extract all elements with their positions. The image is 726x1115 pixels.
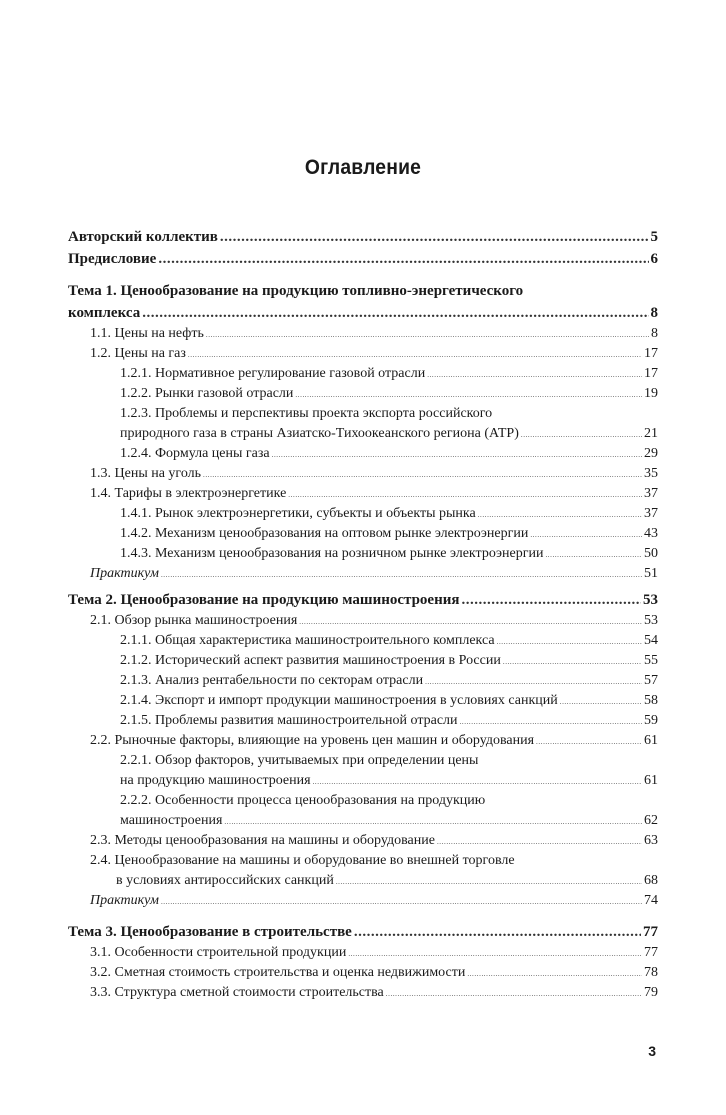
leader-dots (203, 465, 642, 485)
toc-page-number: 35 (644, 466, 658, 481)
toc-entry-label: 2.1.4. Экспорт и импорт продукции машиностроения в условиях санкций (120, 693, 558, 708)
leader-dots (386, 984, 642, 1004)
toc-page-number: 79 (644, 985, 658, 1000)
toc-entry-label: 3.2. Сметная стоимость строительства и оценка недвижимости (90, 965, 466, 980)
leader-dots (161, 565, 642, 585)
toc-title: Оглавление (304, 156, 422, 179)
page-number: 3 (648, 1043, 656, 1059)
toc-entry-label: 2.1.5. Проблемы развития машиностроительной отрасли (120, 713, 458, 728)
toc-entry-label: машиностроения (120, 813, 223, 828)
toc-heading-theme-2[interactable] (68, 589, 658, 611)
toc-heading-theme-1-line[interactable]: Тема 1. Ценообразование на продукцию топливно-энергетического (68, 283, 524, 299)
toc-entry-practicum[interactable] (68, 564, 658, 584)
toc-entry-label: Тема 2. Ценообразование на продукцию машиностроения (68, 592, 460, 608)
toc-entry-label: 2.1.1. Общая характеристика машиностроительного комплекса (120, 633, 495, 648)
toc-entry[interactable] (68, 731, 658, 751)
toc-entry-label: в условиях антироссийских санкций (116, 873, 334, 888)
toc-entry-line[interactable]: 1.2.3. Проблемы и перспективы проекта экспорта российского (120, 406, 493, 421)
toc-page-number: 6 (650, 251, 658, 267)
leader-dots (536, 732, 642, 752)
leader-dots (497, 632, 642, 652)
leader-dots (560, 692, 642, 712)
toc-entry[interactable] (68, 324, 658, 344)
toc-entry[interactable] (68, 424, 658, 444)
leader-dots (478, 505, 642, 525)
toc-entry-label: на продукцию машиностроения (120, 773, 311, 788)
leader-dots (545, 545, 642, 565)
toc-entry-label: 1.1. Цены на нефть (90, 326, 204, 341)
toc-page-number: 57 (644, 673, 658, 688)
toc-entry[interactable] (68, 364, 658, 384)
toc-page-number: 55 (644, 653, 658, 668)
toc-page-number: 43 (644, 526, 658, 541)
toc-entry[interactable] (68, 484, 658, 504)
toc-page-number: 29 (644, 446, 658, 461)
toc-entry-label: Практикум (90, 566, 159, 581)
leader-dots (425, 672, 642, 692)
leader-dots (336, 872, 642, 892)
leader-dots (437, 832, 642, 852)
toc-page-number: 54 (644, 633, 658, 648)
toc-page-number: 21 (644, 426, 658, 441)
leader-dots (158, 248, 648, 270)
leader-dots (299, 612, 642, 632)
toc-entry-label: природного газа в страны Азиатско-Тихоокеанского региона (АТР) (120, 426, 519, 441)
toc-entry-label: 1.2.2. Рынки газовой отрасли (120, 386, 294, 401)
toc-page-number: 17 (644, 366, 658, 381)
toc-entry-label: 1.2. Цены на газ (90, 346, 186, 361)
toc-page-number: 50 (644, 546, 658, 561)
toc-page-number: 61 (644, 773, 658, 788)
toc-entry-label: 1.2.4. Формула цены газа (120, 446, 270, 461)
toc-entry-label: 1.4.2. Механизм ценообразования на оптовом рынке электроэнергии (120, 526, 529, 541)
toc-entry-label: Предисловие (68, 251, 157, 267)
leader-dots (354, 921, 641, 943)
leader-dots (272, 445, 642, 465)
leader-dots (161, 892, 642, 912)
toc-entry-label: 3.1. Особенности строительной продукции (90, 945, 347, 960)
toc-heading-theme-1[interactable] (68, 302, 658, 324)
toc-entry[interactable] (68, 444, 658, 464)
toc-page-number: 37 (644, 506, 658, 521)
toc-page-number: 63 (644, 833, 658, 848)
toc-entry[interactable] (68, 544, 658, 564)
toc-entry[interactable] (68, 871, 658, 891)
toc-page-number: 62 (644, 813, 658, 828)
toc-entry[interactable] (68, 504, 658, 524)
leader-dots (427, 365, 642, 385)
toc-page-number: 53 (643, 592, 658, 608)
leader-dots (521, 425, 642, 445)
toc-entry-label: Авторский коллектив (68, 229, 218, 245)
toc-entry-label: 3.3. Структура сметной стоимости строительства (90, 985, 384, 1000)
toc-page-number: 5 (650, 229, 658, 245)
toc-page-number: 77 (643, 924, 658, 940)
leader-dots (206, 325, 649, 345)
toc-entry[interactable] (68, 384, 658, 404)
leader-dots (313, 772, 642, 792)
toc-entry-label: 1.2.1. Нормативное регулирование газовой отрасли (120, 366, 426, 381)
toc-entry[interactable] (68, 811, 658, 831)
toc-entry-label: 1.4. Тарифы в электроэнергетике (90, 486, 287, 501)
leader-dots (142, 302, 648, 324)
toc-entry-label: 2.1.3. Анализ рентабельности по секторам отрасли (120, 673, 424, 688)
toc-page-number: 37 (644, 486, 658, 501)
toc-entry-preface[interactable] (68, 248, 658, 270)
toc-page-number: 74 (644, 893, 658, 908)
toc-entry[interactable] (68, 983, 658, 1003)
toc-entry-label: 1.4.3. Механизм ценообразования на розничном рынке электроэнергии (120, 546, 544, 561)
toc-page-number: 17 (644, 346, 658, 361)
leader-dots (503, 652, 642, 672)
toc-entry-label: Тема 3. Ценообразование в строительстве (68, 924, 352, 940)
toc-entry-line[interactable]: 2.2.1. Обзор факторов, учитываемых при определении цены (120, 753, 479, 768)
toc-entry-label: комплекса (68, 305, 141, 321)
toc-entry-label: 2.3. Методы ценообразования на машины и оборудование (90, 833, 435, 848)
leader-dots (467, 964, 642, 984)
toc-entry[interactable] (68, 651, 658, 671)
toc-entry[interactable] (68, 631, 658, 651)
toc-entry[interactable] (68, 963, 658, 983)
toc-page-number: 8 (650, 305, 658, 321)
toc-page-number: 53 (644, 613, 658, 628)
leader-dots (348, 944, 642, 964)
toc-entry[interactable] (68, 691, 658, 711)
toc-entry[interactable] (68, 671, 658, 691)
toc-entry[interactable] (68, 771, 658, 791)
toc-page-number: 77 (644, 945, 658, 960)
toc-page-number: 51 (644, 566, 658, 581)
toc-entry-authors[interactable] (68, 226, 658, 248)
toc-page-number: 61 (644, 733, 658, 748)
toc-entry-line[interactable]: 2.2.2. Особенности процесса ценообразования на продукцию (120, 793, 486, 808)
table-of-contents (68, 226, 658, 1003)
toc-page-number: 19 (644, 386, 658, 401)
toc-entry[interactable] (68, 344, 658, 364)
toc-page-number: 68 (644, 873, 658, 888)
toc-page-number: 78 (644, 965, 658, 980)
toc-entry-label: Практикум (90, 893, 159, 908)
toc-entry-practicum[interactable] (68, 891, 658, 911)
toc-entry-label: 2.2. Рыночные факторы, влияющие на уровень цен машин и оборудования (90, 733, 535, 748)
toc-entry[interactable] (68, 464, 658, 484)
leader-dots (288, 485, 642, 505)
toc-page-number: 8 (651, 326, 658, 341)
toc-entry-label: 2.1.2. Исторический аспект развития машиностроения в России (120, 653, 501, 668)
toc-entry[interactable] (68, 524, 658, 544)
toc-entry-label: 1.3. Цены на уголь (90, 466, 202, 481)
leader-dots (220, 226, 649, 248)
toc-page-number: 58 (644, 693, 658, 708)
leader-dots (461, 589, 641, 611)
toc-entry[interactable] (68, 831, 658, 851)
leader-dots (188, 345, 642, 365)
toc-entry-label: 2.1. Обзор рынка машиностроения (90, 613, 298, 628)
toc-heading-theme-3[interactable] (68, 921, 658, 943)
toc-entry[interactable] (68, 611, 658, 631)
toc-entry[interactable] (68, 711, 658, 731)
toc-entry[interactable] (68, 943, 658, 963)
leader-dots (295, 385, 642, 405)
leader-dots (530, 525, 642, 545)
toc-entry-line[interactable]: 2.4. Ценообразование на машины и оборудование во внешней торговле (90, 853, 515, 868)
toc-entry-label: 1.4.1. Рынок электроэнергетики, субъекты и объекты рынка (120, 506, 476, 521)
toc-page-number: 59 (644, 713, 658, 728)
leader-dots (224, 812, 642, 832)
leader-dots (460, 712, 642, 732)
